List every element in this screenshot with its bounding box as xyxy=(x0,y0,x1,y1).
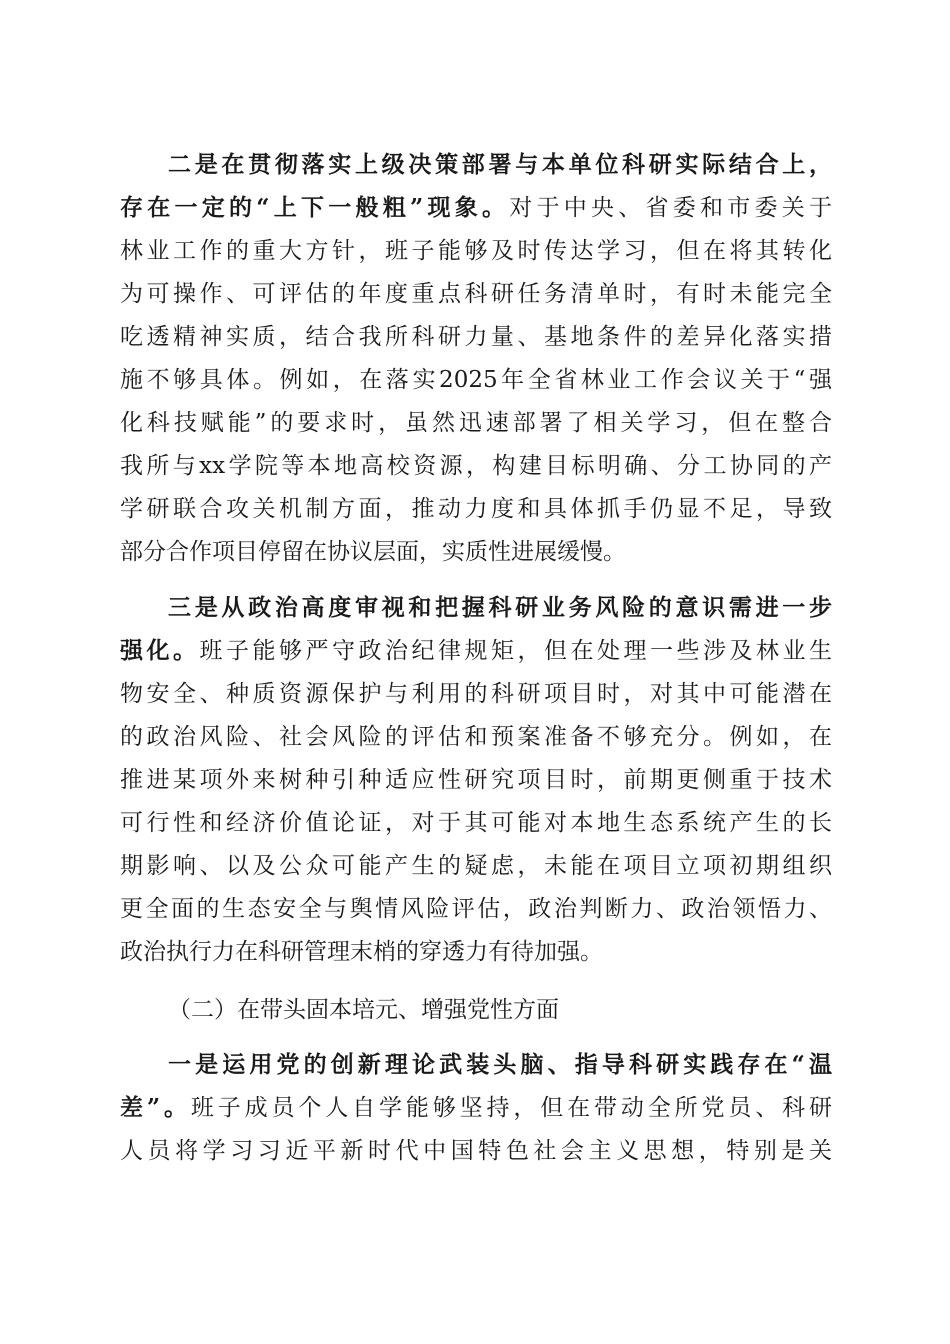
para2-line-1 xyxy=(168,586,832,630)
para2-line-6: 可行性和经济价值论证，对于其可能对本地生态系统产生的长 xyxy=(120,810,832,836)
para3-lead-1: 一是运用党的创新理论武装头脑、指导科研实践存在“温 xyxy=(168,1051,832,1078)
para1-line-4: 为可操作、可评估的年度重点科研任务清单时，有时未能完全 xyxy=(120,281,832,307)
para2-lead-2: 强化。 xyxy=(120,637,200,664)
section-heading: （二）在带头固本培元、增强党性方面 xyxy=(168,997,559,1023)
para1-line-2 xyxy=(120,186,832,230)
para3-line-3: 人员将学习习近平新时代中国特色社会主义思想，特别是关 xyxy=(120,1138,832,1164)
para3-lead-2: 差”。 xyxy=(120,1094,191,1121)
para1-lead-2: 存在一定的“上下一般粗”现象。 xyxy=(120,194,510,221)
para2-line-7: 期影响、以及公众可能产生的疑虑，未能在项目立项初期组织 xyxy=(120,853,832,879)
para2-line-2-rest: 班子能够严守政治纪律规矩，但在处理一些涉及林业生 xyxy=(199,638,832,664)
para2-line-2 xyxy=(120,629,832,673)
para2-line-8: 更全面的生态安全与舆情风险评估，政治判断力、政治领悟力、 xyxy=(120,896,832,922)
para1-line-6: 施不够具体。例如，在落实2025年全省林业工作会议关于“强 xyxy=(120,367,832,393)
para3-line-1 xyxy=(168,1043,832,1087)
para2-line-3: 物安全、种质资源保护与利用的科研项目时，对其中可能潜在 xyxy=(120,681,832,707)
para1-line-5: 吃透精神实质，结合我所科研力量、基地条件的差异化落实措 xyxy=(120,324,832,350)
para1-line-9: 学研联合攻关机制方面，推动力度和具体抓手仍显不足，导致 xyxy=(120,496,832,522)
para2-lead-1: 三是从政治高度审视和把握科研业务风险的意识需进一步 xyxy=(168,594,832,621)
para1-line-10: 部分合作项目停留在协议层面，实质性进展缓慢。 xyxy=(120,539,626,565)
para1-line-1 xyxy=(168,143,832,187)
para1-line-7: 化科技赋能”的要求时，虽然迅速部署了相关学习，但在整合 xyxy=(120,410,832,436)
para1-line-8: 我所与xx学院等本地高校资源，构建目标明确、分工协同的产 xyxy=(120,453,832,479)
para3-line-2-rest: 班子成员个人自学能够坚持，但在带动全所党员、科研 xyxy=(190,1095,832,1121)
para2-line-9: 政治执行力在科研管理末梢的穿透力有待加强。 xyxy=(120,939,603,965)
para1-lead-1: 二是在贯彻落实上级决策部署与本单位科研实际结合上， xyxy=(168,151,832,178)
para3-line-2 xyxy=(120,1086,832,1130)
para2-line-5: 推进某项外来树种引种适应性研究项目时，前期更侧重于技术 xyxy=(120,767,832,793)
para1-line-3: 林业工作的重大方针，班子能够及时传达学习，但在将其转化 xyxy=(120,238,832,264)
para2-line-4: 的政治风险、社会风险的评估和预案准备不够充分。例如，在 xyxy=(120,724,832,750)
para1-line-2-rest: 对于中央、省委和市委关于 xyxy=(509,195,832,221)
